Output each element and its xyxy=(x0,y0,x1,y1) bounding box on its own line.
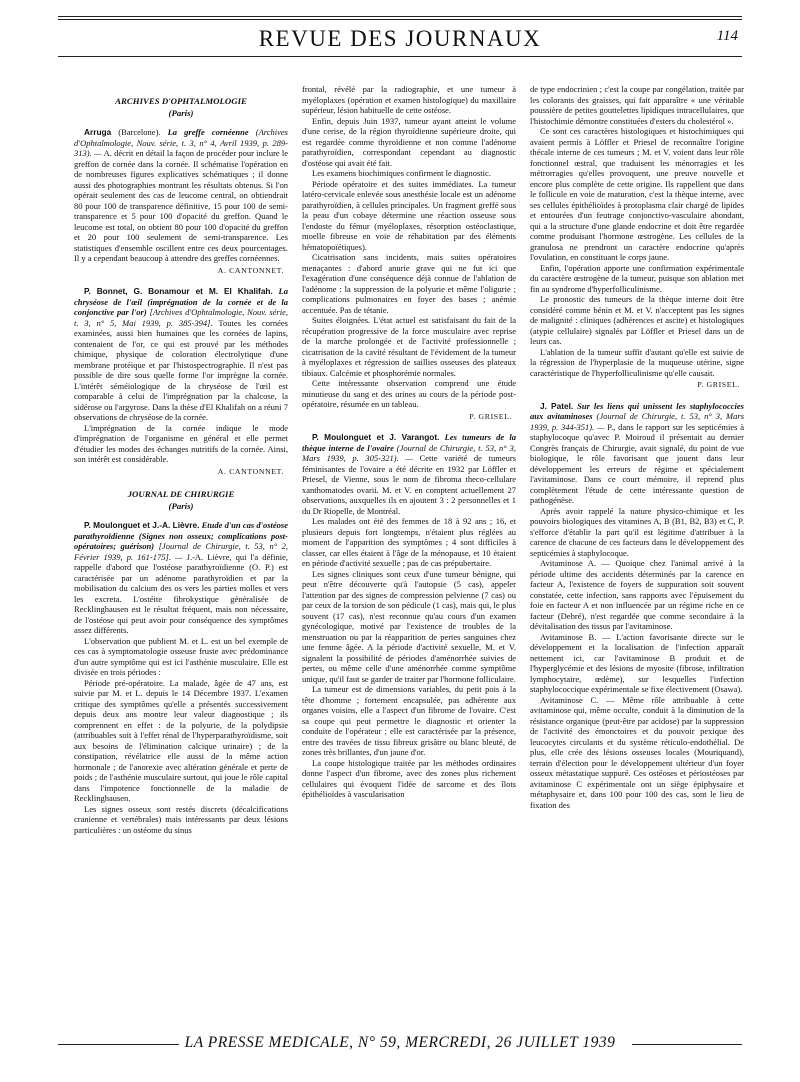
section-title-chirurgie: JOURNAL DE CHIRURGIE xyxy=(127,489,235,499)
article-body: Cette variété de tumeurs féminisantes de l'ovaire a été décrite en 1932 par Löffler et Priesel, de Vienne, sous le nom de fibroma theco-cellulare xanthomatodes ovarii. M. et V. en comptent actuellement 27 observations, auxquelles ils en ajoutent 3 : 2 personnelles et 1 du Dr Riopelle, de Montréal. xyxy=(302,453,516,516)
article-reference: (Journal de Chirurgie, t. 53, n° 3, Mars 1939, p. 305-321). — xyxy=(302,442,516,463)
column-1 xyxy=(74,84,288,1014)
article-title: Les tumeurs de la thèque interne de l'ovaire xyxy=(302,432,516,453)
article-reference: [Archives d'Ophtalmologie, Nouv. série, t. 3, n° 5, Mai 1939, p. 385-394]. xyxy=(74,307,288,328)
article-moulonguet-varangot xyxy=(302,432,516,800)
article-author: P. Moulonguet et J.-A. Lièvre. xyxy=(84,520,200,530)
article-paragraph: Cicatrisation sans incidents, mais suites opératoires menaçantes : d'abord anurie grave qui ne fut ici que l'exagération d'une conséquence déjà connue de l'ablation de l'adénome : la suppression de la polyurie et même l'oligurie ; complications pulmonaires en foyer des bases ; anémie accentuée. Pas de tétanie. xyxy=(302,252,516,315)
article-signature: A. CANTONNET. xyxy=(217,466,284,476)
article-reference: (Journal de Chirurgie, t. 53, n° 3, Mars 1939, p. 344-351). — xyxy=(530,411,744,432)
text-columns xyxy=(74,84,744,1014)
page-number: 114 xyxy=(716,28,738,44)
article-paragraph: frontal, révélé par la radiographie, et une tumeur à myéloplaxes (opération et examen histologique) du maxillaire supérieur, lésion habituelle de cette ostéose. xyxy=(302,84,516,115)
article-paragraph: L'imprégnation de la cornée indique le mode d'imprégnation de l'organisme en général et elle permet d'étudier les modes des échanges nutritifs de la cornée. Ainsi, son intérêt est considérable. xyxy=(74,422,288,464)
article-paragraph: Période opératoire et des suites immédiates. La tumeur latéro-cervicale enlevée sous anesthésie locale est un adénome parathyroïdien, à cellules principales. Un fragment greffé sous la peau d'un cobaye détermine une réaction osseuse sous l'endoste du fémur (myéloplaxes, résorption ostéoclastique, moelle fibreuse en voie de réhabitation par des éléments hématopoïétiques). xyxy=(302,178,516,252)
article-signature: P. GRISEL. xyxy=(697,380,740,389)
article-signature: P. GRISEL. xyxy=(469,411,512,421)
header-rule-top-2 xyxy=(58,19,742,20)
article-body: P., dans le rapport sur les septicémies à staphylocoque qu'avec P. Moiroud il présentait au dernier Congrès français de Chirurgie, avait signalé, du point de vue biologique, le rôle favorisant que jouent dans leur développement les erreurs de régime et spécialement l'avitaminose. Dans ce court mémoire, il reprend plus complètement l'étude de cette intéressante question de pathogénèse. xyxy=(530,421,744,505)
article-paragraph: de type endocrinien ; c'est la coupe par congélation, traitée par les colorants des graisses, qui fait apparaître « une véritable poussière de petites gouttelettes lipidiques intracellulaires, que l'histochimie démontre constituées d'esters du cholestérol ». xyxy=(530,84,744,126)
article-paragraph: Cette intéressante observation comprend une étude minutieuse du sang et des urines au cours de la période post-opératoire, résumée en un tableau. xyxy=(302,378,516,409)
article-signature: A. CANTONNET. xyxy=(217,265,284,275)
article-paragraph: Enfin, depuis Juin 1937, tumeur ayant atteint le volume d'une cerise, de la région thyroïdienne supérieure droite, qui est regardée comme thyroïdienne et non comme l'adénome parathyroïdien, correspondant cependant au diagnostic d'ostéose qui avait été fait. xyxy=(302,115,516,168)
column-3 xyxy=(530,84,744,1014)
article-paragraph: Période pré-opératoire. La malade, âgée de 47 ans, est suivie par M. et L. depuis le 14 Décembre 1937. L'examen critique des symptômes qu'elle a présentés successivement depuis deux ans montre leur valeur diagnostique ; ils comprennent en effet : de la polyurie, de la polydipsie (attribuables soit à l'effet rénal de l'hyperparathyroïdisme, soit aux besoins de l'élimination calcique urinaire) ; de la constipation, révélatrice elle aussi de la même action hormonale ; de l'anorexie avec altération générale et perte de poids ; de l'asthénie musculaire surtout, qui joue le rôle capital dans l'impotence fonctionnelle de la maladie de Recklinghausen. xyxy=(74,677,288,803)
page-footer xyxy=(58,1034,742,1054)
article-title: Etude d'un cas d'ostéose parathyroïdienne (Signes non osseux; complications post-opératoires; guérison) xyxy=(74,520,288,551)
article-author: P. Moulonguet et J. Varangot. xyxy=(312,432,440,442)
article-reference: [Journal de Chirurgie, t. 53, n° 2, Février 1939, p. 161-175]. — xyxy=(74,541,288,562)
page-header xyxy=(58,16,742,60)
header-rule-bottom xyxy=(58,56,742,57)
article-moulonguet-lievre-cont xyxy=(302,84,516,422)
column-2 xyxy=(302,84,516,1014)
article-author: J. Patel. xyxy=(540,400,574,411)
article-paragraph: Ce sont ces caractères histologiques et histochimiques qui avaient permis à Löffler et Priesel de reconnaître l'origine thécale interne de ces tumeurs ; M. et V. voient dans leur rôle fonctionnel œstral, que traduisent les ménorragies et les métrorragies qu'elles provoquent, une preuve nouvelle et encore plus complète de cette origine. Ils rappellent que dans le follicule en voie de maturation, c'est la thèque interne, avec ses cellules épithélioïdes à protoplasma clair chargé de lipides et entourées d'un feutrage conjonctivo-vasculaire abondant, qui a la structure d'une glande endocrine et doit être regardée comme produisant l'hormone œstrogène. Les cellules de la granulosa ne prendront un caractère endocrine qu'après l'ovulation, en constituant le corps jaune. xyxy=(530,126,744,262)
article-arruga xyxy=(74,127,288,276)
article-paragraph: Les signes cliniques sont ceux d'une tumeur bénigne, qui peut n'être découverte qu'à l'autopsie (5 cas), appeler l'attention par des signes de compression pelvienne (7 cas) ou par ceux de la torsion de son pédicule (1 cas), mais qui, le plus souvent (17 cas), n'est reconnue qu'au cours d'un examen gynécologique, motivé par l'existence de troubles de la menstruation ou par la réapparition de pertes sanguines chez une femme âgée. A la période d'activité sexuelle, M. et V. signalent la possibilité de périodes d'aménorrhée suivies de pertes, ou même celle d'une aménorrhée comme symptôme unique, qu'il faut se garder de traiter par l'hormone folliculaire. xyxy=(302,568,516,684)
section-subtitle: (Paris) xyxy=(168,500,194,511)
article-moulonguet-lievre xyxy=(74,520,288,835)
journal-section-title: REVUE DES JOURNAUX xyxy=(258,26,542,51)
article-paragraph: Suites éloignées. L'état actuel est satisfaisant du fait de la récupération progressive de la force musculaire avec reprise de la marche prolongée et de l'activité professionnelle ; cicatrisation de la cavité résultant de l'évidement de la tumeur à myéloplaxes et régression de saillies osseuses des plateaux tibiaux. Calcémie et phosphorémie normales. xyxy=(302,315,516,378)
article-body: J.-A. Lièvre, qui l'a définie, rappelle d'abord que l'ostéose parathyroïdienne (O. P.) est caractérisée par un adénome parathyroïdien et par la mobilisation du calcium des os vers les parties molles et vers les excreta. L'ostéite fibrokystique généralisée de Recklinghausen est le résultat fréquent, mais non nécessaire, de l'ostéose qui peut avoir pour conséquence des symptômes assez différents. xyxy=(74,551,288,635)
article-author: Arruga xyxy=(84,127,112,137)
section-title-ophtalmologie: ARCHIVES D'OPHTALMOLOGIE xyxy=(115,96,247,106)
article-author: P. Bonnet, G. Bonamour et M. El Khalifah. xyxy=(84,286,273,296)
article-title: Sur les liens qui unissent les staphylococcies aux avitaminoses xyxy=(530,400,744,421)
article-title: La chryséose de l'œil (imprégnation de la cornée et de la conjonctive par l'or) xyxy=(74,286,288,317)
article-paragraph: La coupe histologique traitée par les méthodes ordinaires donne l'aspect d'un fibrome, avec des zones plus richement cellulaires qui évoquent l'idée de sarcome et des îlots épithélioïdes à vascularisation xyxy=(302,757,516,799)
article-paragraph: Les examens biochimiques confirment le diagnostic. xyxy=(312,168,491,178)
article-paragraph: Avitaminose A. — Quoique chez l'animal arrivé à la période ultime des accidents déterminés par la carence en facteur A, l'existence de foyers de suppuration soit souvent constatée, cette infection, sans rapports avec l'épuisement du foie en facteur A et non influencée par un régime riche en ce facteur (Debré), n'est regardée que comme secondaire à la dévitalisation des tissus par l'avitaminose. xyxy=(530,558,744,631)
article-paragraph: Avitaminose B. — L'action favorisante directe sur le développement et la localisation de l'infection apparaît nettement ici, car l'avitaminose B produit et de l'hyperglycémie et des lésions de myosite (fibrose, infiltration lymphocytaire, œdème), sur lesquelles l'infection staphylococcique expérimentale se fixe électivement (Osawa). xyxy=(530,631,744,694)
article-patel xyxy=(530,401,744,811)
article-paragraph: L'ablation de la tumeur suffit d'autant qu'elle est suivie de la régression de l'hyperplasie de la muqueuse utérine, signe caractéristique de l'hyperfolliculinisme qu'elle causait. xyxy=(530,346,744,378)
article-title: La greffe cornéenne xyxy=(167,127,249,137)
article-paragraph: Avitaminose C. — Même rôle attribuable à cette avitaminose qui, même occulte, conduit à la diminution de la résistance organique (peut-être par acidose) par la suppression de l'activité des émonctoires et du pouvoir pexique des leucocytes circulants et du système réticulo-endothélial. De plus, elle crée des lésions osseuses locales (Mouriquand), terrain d'élection pour le développement ultérieur d'un foyer osseux métastatique suppuré. Ces ostéoses et périostéoses par avitaminose C expérimentale ont un siège épiphysaire et métaphysaire et, dans 100 pour 100 des cas, sont le lieu de fixation des xyxy=(530,694,744,810)
article-reference: (Archives d'Ophtalmologie, Nouv. série, t. 3, n° 4, Avril 1939, p. 289-313). — xyxy=(74,127,288,158)
article-body: A. décrit en détail la façon de procéder pour inclure le greffon de cornée dans la cornée. Il schématise l'opération en de nombreuses figures explicatives schématiques ; il donne aussi des photographies montrant les résultats obtenus. Si l'on opérait seulement des cas de leucome central, on obtiendrait 80 pour 100 de transparence définitive, 15 pour 100 de semi-transparence et 5 pour 100 d'opacité du greffon. Quand le leucome est total, on obtient 80 pour 100 d'opacité du greffon et 20 pour 100 seulement de semi-transparence. Les statistiques d'ensemble oscillent entre ces deux pourcentages. Il y a cependant beaucoup à attendre des greffes cornéennes. xyxy=(74,148,288,263)
article-paragraph: L'observation que publient M. et L. est un bel exemple de ces cas à symptomatologie osseuse fruste avec prédominance d'un autre symptôme qui est ici l'asthénie musculaire. Elle est divisée en trois périodes : xyxy=(74,635,288,677)
article-bonnet xyxy=(74,286,288,477)
section-subtitle: (Paris) xyxy=(168,107,194,118)
article-body: Toutes les cornées examinées, aussi bien humaines que les cornées de lapins, contenaient de l'or, ce qui est prouvé par les méthodes chimique, physique de coloration électrolytique d'une membrane protéique et par l'histospectrographie. Il n'est pas possible de dire sous quelle forme l'or imprègne la cornée. L'intérêt séméiologique de la chryséose de l'œil est comparable à celui de l'imprégnation par la chalcose, la sidérose ou l'argyrose. Dans la thèse d'El Khalifah on a réuni 7 observations de chryséose de la cornée. xyxy=(74,317,288,422)
article-paragraph: Le pronostic des tumeurs de la thèque interne doit être considéré comme bénin et M. et V. n'acceptent pas les signes de malignité : cliniques (adhérences et ascite) et histologiques (atypie cellulaire) signalés par Löffler et Priesel dans un de leurs cas. xyxy=(530,294,744,346)
article-paragraph: Enfin, l'opération apporte une confirmation expérimentale du caractère œstrogène de la tumeur, puisque son ablation met fin au syndrome d'hyperfolliculinisme. xyxy=(530,262,744,294)
article-paragraph: Après avoir rappelé la nature physico-chimique et les pouvoirs biologiques des vitamines A, B (B1, B2, B3) et C, P. s'efforce d'établir la part qu'il est légitime d'attribuer à la carence de chacune de ces facteurs dans le développement des septicémies à staphylocoque. xyxy=(530,505,744,558)
article-place: (Barcelone). xyxy=(111,127,168,137)
article-paragraph: Les malades ont été des femmes de 18 à 92 ans ; 16, et plusieurs depuis fort longtemps, n'étaient plus réglées au moment de l'apparition des symptômes ; 4 sont difficiles à classer, car elles étaient à l'âge de la ménopause, et 10 étaient en période d'activité sexuelle ; pas de cas prépubertaire. xyxy=(302,516,516,568)
footer-publication: LA PRESSE MEDICALE, N° 59, MERCREDI, 26 JUILLET 1939 xyxy=(179,1034,622,1051)
article-moulonguet-varangot-cont xyxy=(530,84,744,391)
header-rule-top xyxy=(58,16,742,17)
article-paragraph: Les signes osseux sont restés discrets (décalcifications cranienne et vertébrales) mais intéressants par deux lésions particulières : un ostéome du sinus xyxy=(74,803,288,835)
article-paragraph: La tumeur est de dimensions variables, du petit pois à la tête d'homme ; fortement encapsulée, pas adhérente aux organes voisins, elle a l'aspect d'un fibrome de l'ovaire. C'est sa coupe qui peut permettre le diagnostic et orienter la conduite de l'opérateur ; elle est caractérisée par la présence, entre des travées de tissu fibreux grisâtre ou blanc bleuté, de zones très brillantes, d'un jaune d'or. xyxy=(302,684,516,757)
